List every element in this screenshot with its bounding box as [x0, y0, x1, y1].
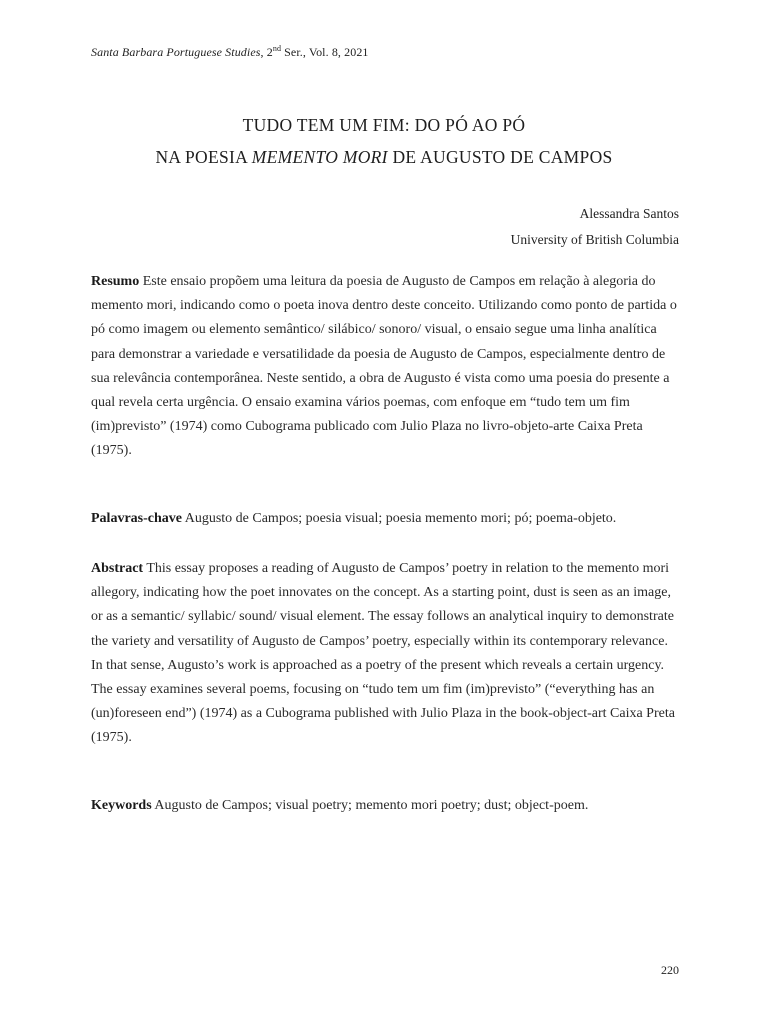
- running-header: [91, 45, 369, 60]
- author-block: [511, 201, 679, 253]
- abstract-label: Abstract: [91, 561, 144, 576]
- title-line-2-italic: MEMENTO MORI: [251, 147, 388, 167]
- abstract-text: This essay proposes a reading of Augusto de Campos’ poetry in relation to the memento mori allegory, indicating how the poet innovates on the concept. As a starting point, dust is seen as an image, or as a semantic/ syllabic/ sound/ visual element. The essay follows an analytical inquiry to demonstrate the variety and versatility of Augusto de Campos’ poetry, especially within its contemporary relevance. In that sense, Augusto’s work is approached as a poetry of the present which reveals a certain urgency. The essay examines several poems, focusing on “tudo tem um fim (im)previsto” (“everything has an (un)foreseen end”) (1974) as a Cubograma published with Julio Plaza in the book-object-art Caixa Preta (1975).: [91, 561, 675, 746]
- resumo-label: Resumo: [91, 274, 140, 289]
- series-ordinal: nd: [272, 44, 282, 53]
- title-line-2-prefix: NA POESIA: [155, 147, 252, 167]
- keywords-paragraph: [91, 794, 681, 818]
- author-name: Alessandra Santos: [579, 206, 679, 221]
- author-affiliation: University of British Columbia: [510, 232, 679, 247]
- keywords-text: Augusto de Campos; visual poetry; memento mori poetry; dust; object-poem.: [151, 798, 589, 813]
- resumo-paragraph: [91, 270, 681, 464]
- page-number: 220: [661, 963, 679, 977]
- keywords-label: Keywords: [91, 798, 152, 813]
- article-title-line-1: TUDO TEM UM FIM: DO PÓ AO PÓ: [242, 115, 526, 135]
- resumo-text: Este ensaio propõem uma leitura da poesia de Augusto de Campos em relação à alegoria do memento mori, indicando como o poeta inova dentro deste conceito. Utilizando como ponto de partida o pó como imagem ou elemento semântico/ silábico/ sonoro/ visual, o ensaio segue uma linha analítica para demonstrar a variedade e versatilidade da poesia de Augusto de Campos, especialmente dentro de sua relevância contemporânea. Neste sentido, a obra de Augusto é vista como uma poesia do presente a qual revela certa urgência. O ensaio examina vários poemas, com enfoque em “tudo tem um fim (im)previsto” (1974) como Cubograma publicado com Julio Plaza no livro-objeto-arte Caixa Preta (1975).: [91, 274, 677, 459]
- series-volume-year: Ser., Vol. 8, 2021: [281, 45, 369, 59]
- article-title-line-2: [0, 147, 768, 168]
- journal-title: Santa Barbara Portuguese Studies: [91, 45, 261, 59]
- title-line-2-suffix: DE AUGUSTO DE CAMPOS: [387, 147, 613, 167]
- series-number: 2: [266, 45, 273, 59]
- palavras-chave-text: Augusto de Campos; poesia visual; poesia memento mori; pó; poema-objeto.: [181, 511, 617, 526]
- palavras-chave-paragraph: [91, 507, 681, 531]
- abstract-paragraph: [91, 557, 681, 751]
- header-separator: ,: [260, 45, 267, 59]
- palavras-chave-label: Palavras-chave: [91, 511, 182, 526]
